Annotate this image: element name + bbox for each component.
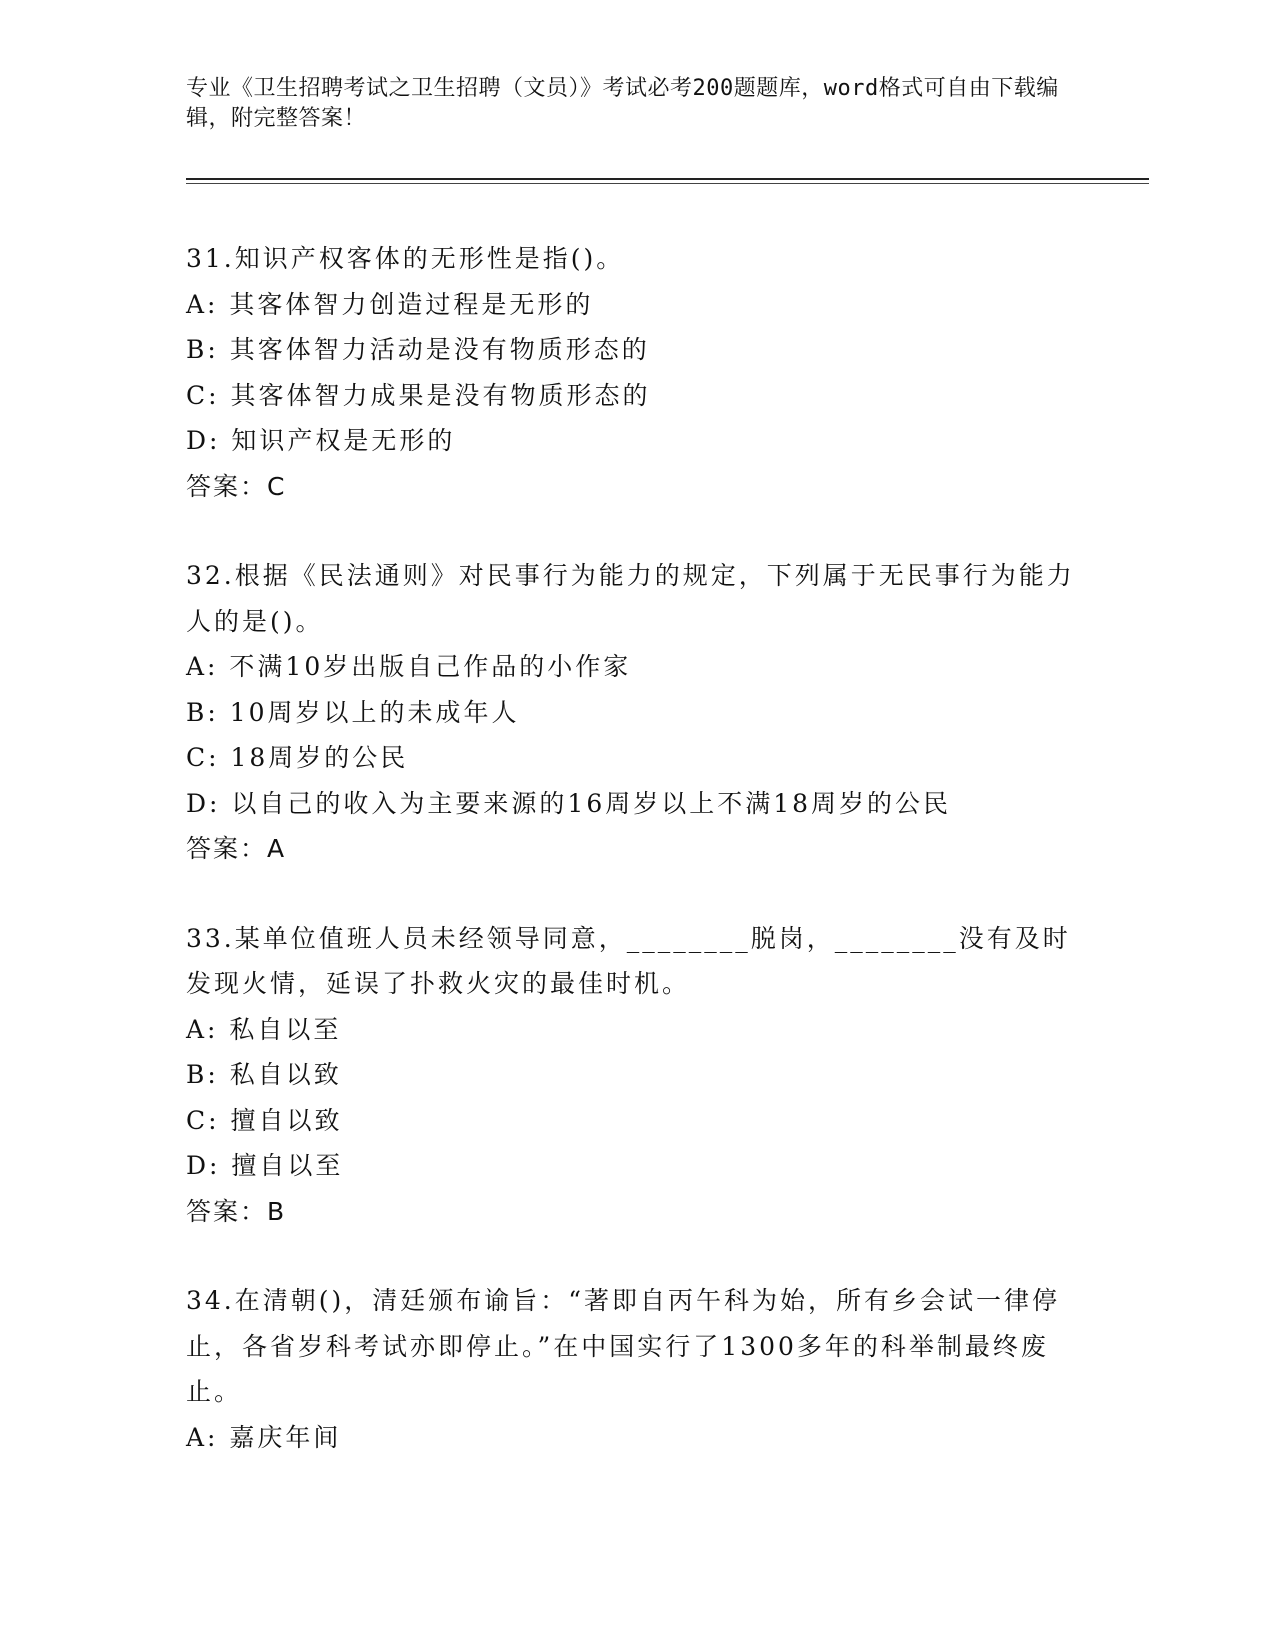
option-b: B: 私自以致 bbox=[186, 1060, 342, 1089]
option-d: D: 以自己的收入为主要来源的16周岁以上不满18周岁的公民 bbox=[186, 788, 952, 818]
question-32 bbox=[186, 553, 1076, 872]
option-b: B: 其客体智力活动是没有物质形态的 bbox=[186, 335, 650, 364]
option-c: C: 其客体智力成果是没有物质形态的 bbox=[186, 380, 651, 410]
answer-line: 答案：B bbox=[186, 1196, 287, 1226]
option-a: A: 其客体智力创造过程是无形的 bbox=[186, 289, 594, 319]
option-b: B: 10周岁以上的未成年人 bbox=[186, 697, 520, 727]
question-stem: 31.知识产权客体的无形性是指()。 bbox=[186, 244, 625, 273]
answer-line: 答案：C bbox=[186, 471, 287, 501]
answer-line: 答案：A bbox=[186, 834, 287, 863]
question-stem: 34.在清朝()，清廷颁布谕旨：“著即自丙午科为始，所有乡会试一律停止，各省岁科考试亦即停止。”在中国实行了1300多年的科举制最终废止。 bbox=[186, 1286, 1061, 1406]
question-stem: 33.某单位值班人员未经领导同意，________脱岗，________没有及时发现火情，延误了扑救火灾的最佳时机。 bbox=[186, 923, 1071, 998]
question-33 bbox=[186, 916, 1076, 1235]
question-stem: 32.根据《民法通则》对民事行为能力的规定，下列属于无民事行为能力人的是()。 bbox=[186, 561, 1075, 636]
document-header: 专业《卫生招聘考试之卫生招聘（文员）》考试必考200题题库，word格式可自由下载编辑，附完整答案！ bbox=[186, 76, 1059, 131]
option-a: A: 私自以至 bbox=[186, 1014, 342, 1044]
option-a: A: 嘉庆年间 bbox=[186, 1422, 342, 1452]
question-31 bbox=[186, 236, 1076, 509]
question-34 bbox=[186, 1278, 1076, 1460]
option-c: C: 18周岁的公民 bbox=[186, 743, 409, 772]
header-divider bbox=[186, 178, 1149, 180]
option-c: C: 擅自以致 bbox=[186, 1105, 343, 1135]
question-list bbox=[186, 236, 1076, 1504]
option-d: D: 知识产权是无形的 bbox=[186, 426, 456, 455]
option-d: D: 擅自以至 bbox=[186, 1151, 344, 1180]
header-divider-secondary bbox=[186, 183, 1149, 184]
option-a: A: 不满10岁出版自己作品的小作家 bbox=[186, 652, 632, 681]
